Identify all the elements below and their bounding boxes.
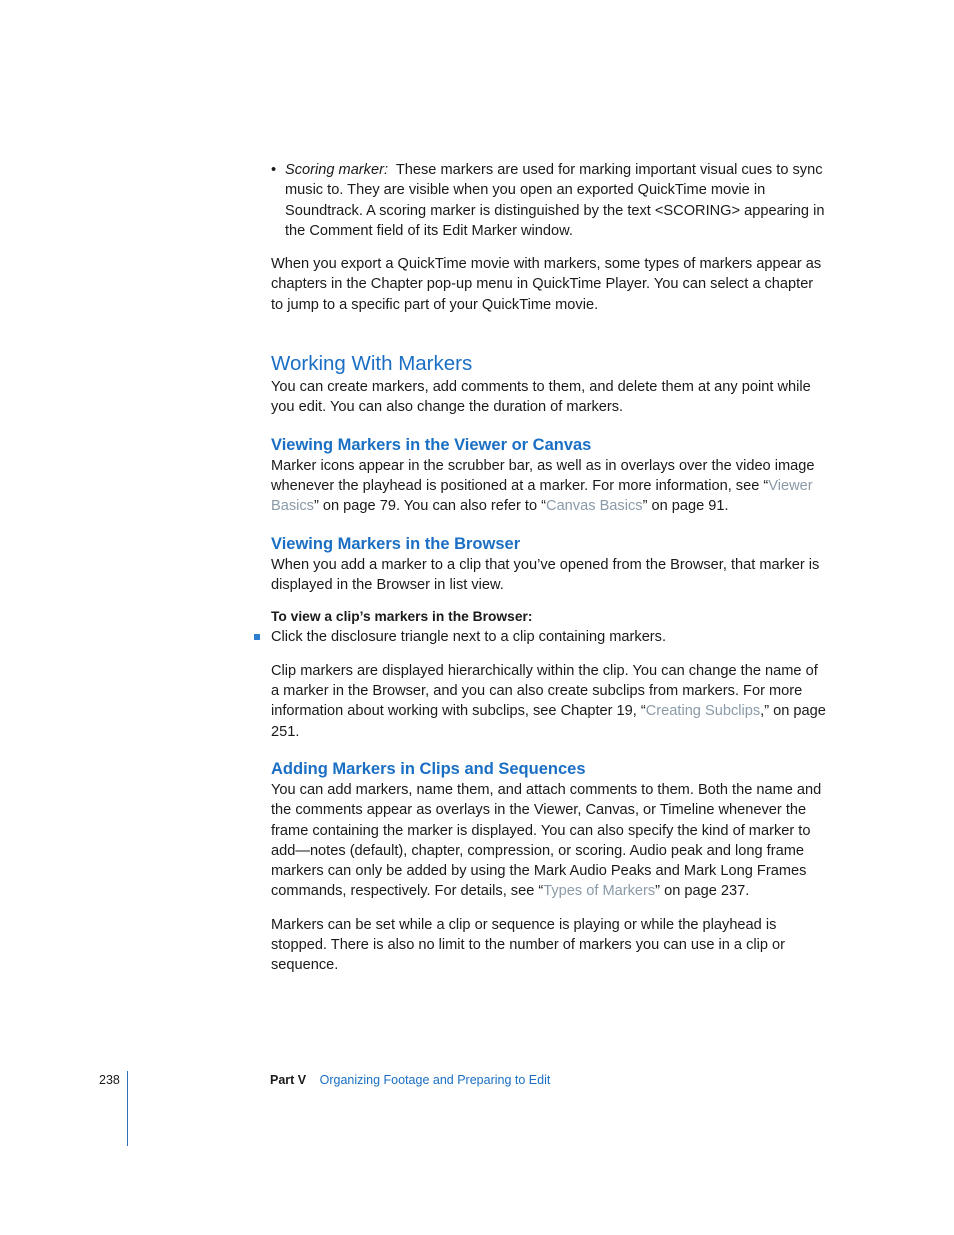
viewer-text-b: ” on page 79. You can also refer to “ — [313, 498, 547, 515]
part-label: Part V — [270, 1073, 307, 1087]
bullet-dot: • — [271, 162, 277, 178]
viewer-text-a: Marker icons appear in the scrubber bar, as well as in overlays over the video image whenever the playhead is positioned at a marker. For more information, see “ — [271, 457, 815, 494]
page-content — [271, 160, 827, 976]
viewer-text-c: ” on page 91. — [642, 498, 729, 515]
part-title[interactable]: Organizing Footage and Preparing to Edit — [319, 1073, 551, 1087]
browser-text: When you add a marker to a clip that you’ve opened from the Browser, that marker is displayed in the Browser in list view. — [271, 556, 820, 593]
adding-heading: Adding Markers in Clips and Sequences — [271, 759, 586, 778]
viewer-text — [271, 456, 827, 517]
page-number: 238 — [99, 1073, 120, 1087]
section-intro: You can create markers, add comments to them, and delete them at any point while you edit. You can also change the duration of markers. — [271, 379, 811, 416]
browser-heading: Viewing Markers in the Browser — [271, 534, 521, 553]
browser-text-2a: Clip markers are displayed hierarchically within the clip. You can change the name of a marker in the Browser, and you can also create subclips from markers. For more information about working with subclips, see Chapter 19, “ — [271, 662, 818, 720]
adding-text-b: ” on page 237. — [655, 883, 750, 900]
footer-rule — [127, 1071, 128, 1146]
step-bullet-icon — [254, 634, 260, 640]
browser-text-2b: ,” on page 251. — [271, 703, 826, 740]
viewer-heading: Viewing Markers in the Viewer or Canvas — [271, 435, 592, 454]
adding-text — [271, 780, 827, 902]
bullet-scoring-marker — [271, 160, 827, 241]
bullet-text: These markers are used for marking important visual cues to sync music to. They are visible when you open an exported QuickTime movie in Soundtrack. A scoring marker is distinguished by the text <SCORING> appearing in the Comment field of its Edit Marker window. — [285, 162, 825, 239]
browser-text-2 — [271, 661, 827, 742]
link-creating-subclips[interactable]: Creating Subclips — [645, 703, 761, 720]
bullet-lead: Scoring marker: — [285, 162, 388, 178]
footer-part — [270, 1073, 550, 1087]
adding-text-2: Markers can be set while a clip or sequence is playing or while the playhead is stopped. There is also no limit to the number of markers you can use in a clip or sequence. — [271, 916, 786, 974]
link-viewer-basics[interactable]: Viewer Basics — [271, 477, 813, 515]
adding-text-a: You can add markers, name them, and attach comments to them. Both the name and the comments appear as overlays in the Viewer, Canvas, or Timeline whenever the frame containing the marker is displayed. You can also specify the kind of marker to add—notes (default), chapter, compression, or scoring. Audio peak and long frame markers can only be added by using the Mark Audio Peaks and Mark Long Frames commands, respectively. For details, see “ — [271, 781, 822, 900]
para-export: When you export a QuickTime movie with markers, some types of markers appear as chapters in the Chapter pop-up menu in QuickTime Player. You can select a chapter to jump to a specific part of your QuickTime movie. — [271, 256, 822, 313]
link-canvas-basics[interactable]: Canvas Basics — [546, 498, 643, 515]
link-types-of-markers[interactable]: Types of Markers — [543, 883, 656, 900]
section-title: Working With Markers — [271, 352, 473, 376]
task-step — [271, 627, 827, 647]
task-title: To view a clip’s markers in the Browser: — [271, 609, 533, 625]
task-step-text: Click the disclosure triangle next to a clip containing markers. — [271, 629, 667, 646]
